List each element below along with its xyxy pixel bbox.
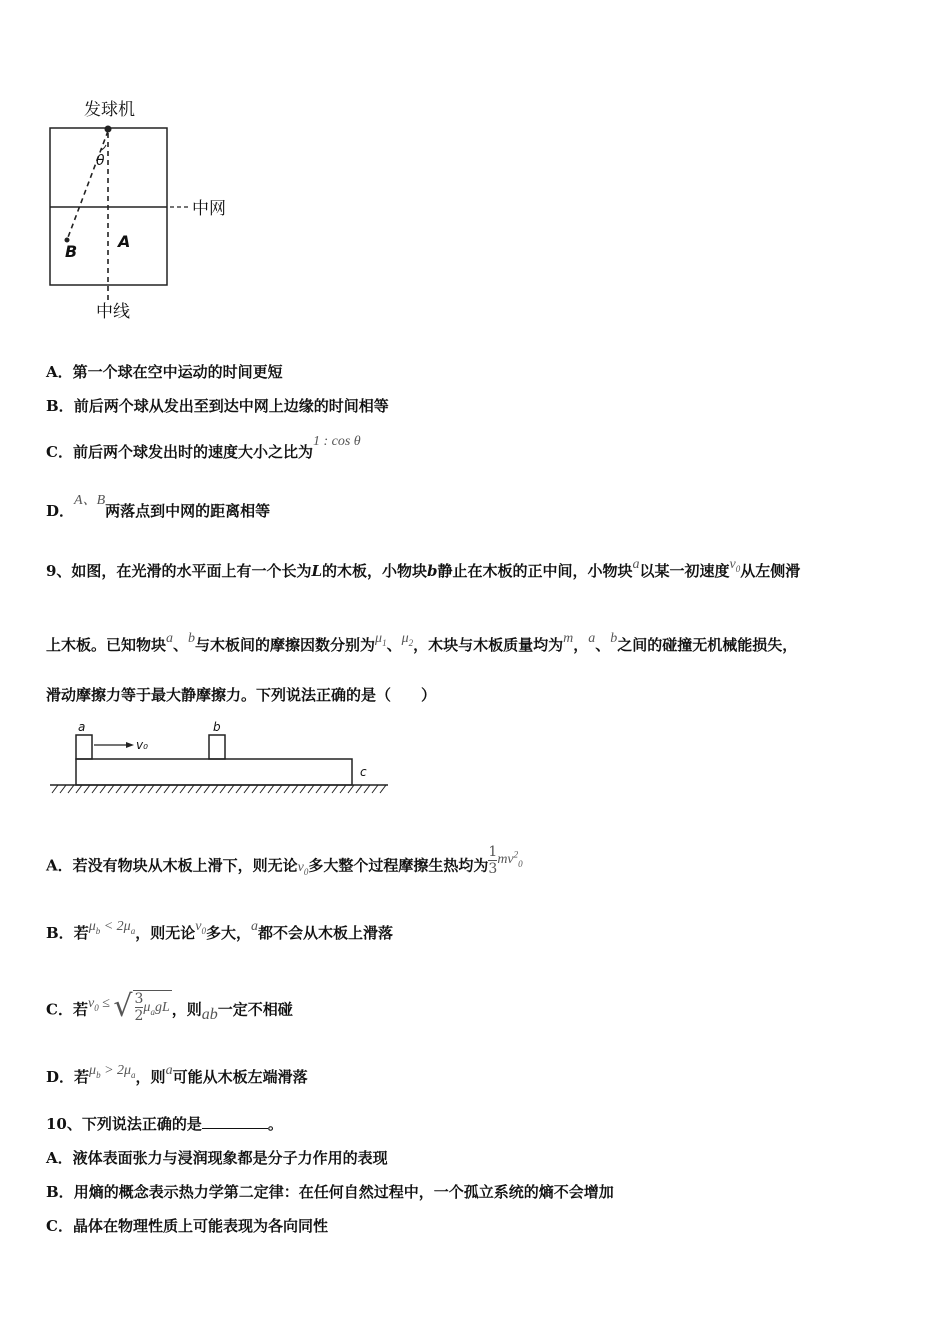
q8-option-b: B．前后两个球从发出至到达中网上边缘的时间相等 xyxy=(46,397,389,415)
q9-option-d: D．若$\mu_b > 2\mu_a$，则a可能从木板左端滑落 xyxy=(46,1063,308,1086)
board-diagram xyxy=(46,718,396,800)
velocity-arrowhead xyxy=(126,742,134,748)
q8-option-d: D．A、B两落点到中网的距离相等 xyxy=(46,493,271,520)
q9-stem-line2: 上木板。已知物块a、b与木板间的摩擦因数分别为$\mu_1$、$\mu_2$，木块与木板质量均为m，a、b之间的碰撞无机械能损失， xyxy=(46,631,798,654)
velocity-label: v₀ xyxy=(136,738,148,752)
center-label: 中线 xyxy=(96,302,130,322)
answer-blank xyxy=(202,1116,268,1129)
q10-option-b: B．用熵的概念表示热力学第二定律：在任何自然过程中，一个孤立系统的熵不会增加 xyxy=(46,1183,614,1201)
ab-points: A、B xyxy=(74,493,106,508)
q9-option-b: B．若$\mu_b < 2\mu_a$，则无论$v_0$多大，a都不会从木板上滑落 xyxy=(46,919,393,942)
table-diagram xyxy=(40,95,250,330)
sqrt-expression: √ $\frac{3}{2}$ $\mu_agL$ xyxy=(113,989,170,1024)
launcher-dot xyxy=(105,126,112,133)
q10-stem: 10、下列说法正确的是 。 xyxy=(46,1115,283,1133)
ratio-formula: 1 : cos θ xyxy=(312,434,361,449)
q9-stem-line3: 滑动摩擦力等于最大静摩擦力。下列说法正确的是（ ） xyxy=(46,686,437,704)
q10-option-a: A．液体表面张力与浸润现象都是分子力作用的表现 xyxy=(46,1149,388,1167)
angle-arc xyxy=(101,145,106,150)
trajectory-b xyxy=(67,131,108,240)
q9-option-a: A．若没有物块从木板上滑下，则无论$v_0$多大整个过程摩擦生热均为$\frac{1}{3}$ $mv^2_0$ xyxy=(46,844,523,877)
point-a-label: A xyxy=(118,232,131,251)
ground-hatching xyxy=(52,785,386,793)
q8-option-a: A．第一个球在空中运动的时间更短 xyxy=(46,363,283,381)
block-b xyxy=(209,735,225,759)
q9-stem-line1: 9、如图，在光滑的水平面上有一个长为L的木板，小物块b静止在木板的正中间，小物块a以某一初速度$v_0$从左侧滑 xyxy=(46,557,801,580)
q10-option-c: C．晶体在物理性质上可能表现为各向同性 xyxy=(46,1217,328,1235)
block-b-label: b xyxy=(213,720,221,734)
launcher-label: 发球机 xyxy=(84,100,135,120)
one-third-fraction: $\frac{1}{3}$ xyxy=(488,844,498,877)
q8-option-c: C．前后两个球发出时的速度大小之比为1 : cos θ xyxy=(46,434,361,461)
angle-label: θ xyxy=(96,153,105,169)
point-b-label: B xyxy=(65,242,78,261)
board-c-label: c xyxy=(360,765,367,779)
block-a-label: a xyxy=(78,720,86,734)
block-a xyxy=(76,735,92,759)
q9-option-c: C．若$v_0$ ≤ √ $\frac{3}{2}$ $\mu_agL$ ，则ab一定不相碰 xyxy=(46,989,293,1024)
net-label: 中网 xyxy=(192,199,226,219)
board-c xyxy=(76,759,352,785)
